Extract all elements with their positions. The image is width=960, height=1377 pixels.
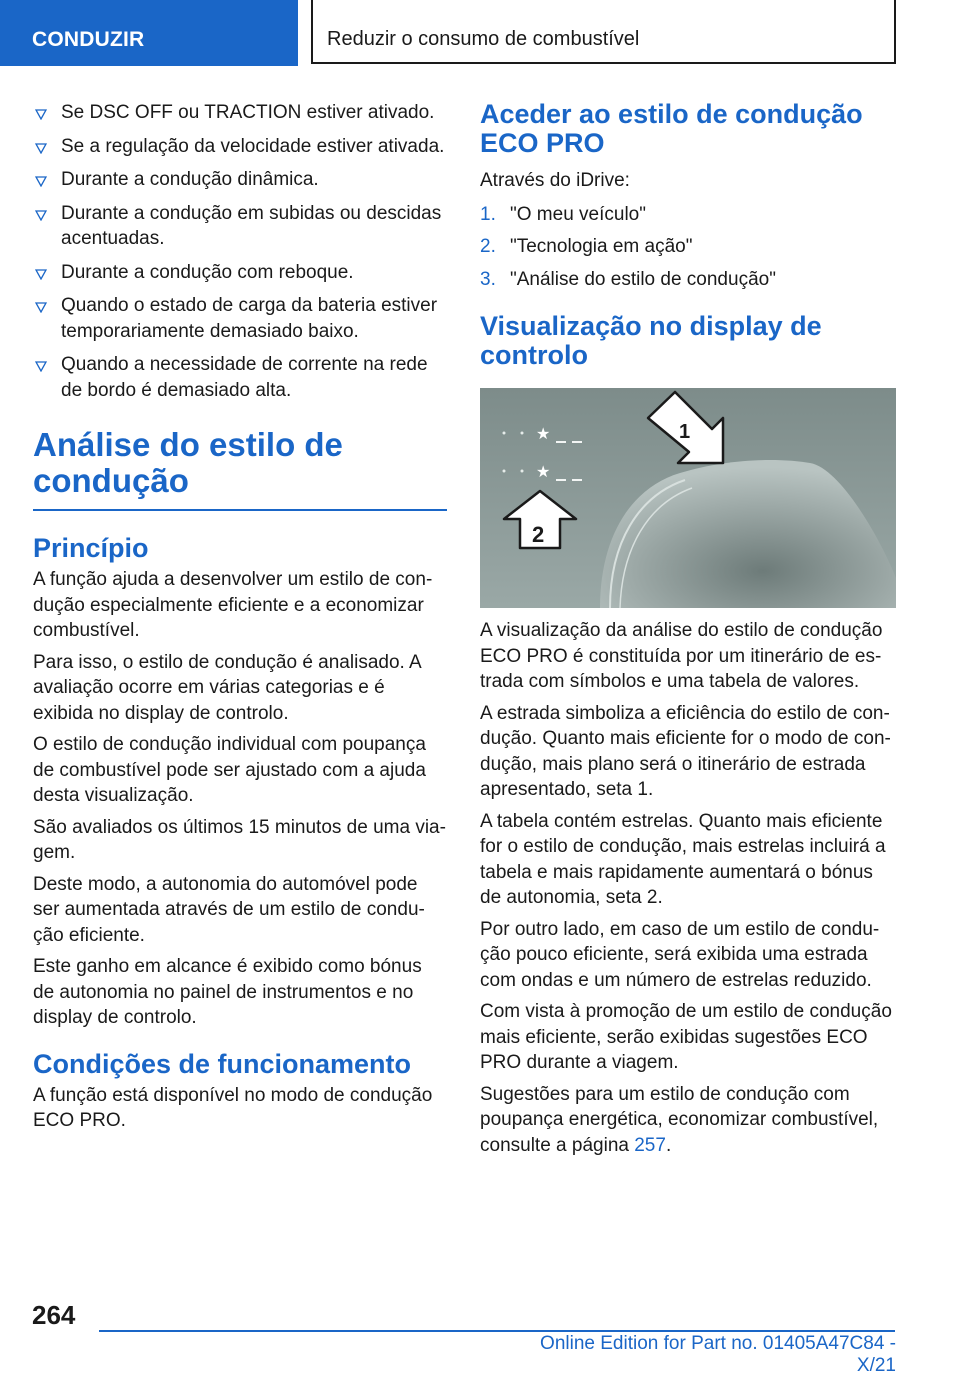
list-item-text: Durante a condução em subidas ou descidas acentuadas. xyxy=(61,202,442,249)
aceder-heading: Aceder ao estilo de condução ECO PRO xyxy=(480,99,863,158)
step-number: 2. xyxy=(480,236,496,257)
step-text: "O meu veículo" xyxy=(510,203,646,225)
paragraph: São avaliados os últimos 15 minutos de uma viagem. xyxy=(33,816,446,863)
paragraph: Este ganho em alcance é exibido como bónus de autonomia no painel de instrumentos e no display de controlo. xyxy=(33,956,422,1028)
eco-pro-display-figure xyxy=(480,388,896,608)
list-item xyxy=(33,352,447,403)
visualizacao-heading: Visualização no display de controlo xyxy=(480,311,822,370)
star-icon: ★ xyxy=(536,462,551,481)
section-tab: CONDUZIR xyxy=(0,0,298,66)
list-item-text: Quando o estado de carga da bateria estiver temporariamente demasiado baixo. xyxy=(61,295,438,342)
steps-list xyxy=(480,202,896,293)
paragraph: Por outro lado, em caso de um estilo de condução pouco eficiente, será exibida uma estrada com ondas e um número de estrelas reduzido. xyxy=(480,918,880,991)
chapter-title: Reduzir o consumo de combustível xyxy=(311,0,896,64)
step-text: "Tecnologia em ação" xyxy=(510,236,693,257)
step-item xyxy=(480,234,896,260)
step-item xyxy=(480,202,896,228)
condicoes-heading: Condições de funcionamento xyxy=(33,1048,412,1079)
list-item xyxy=(33,100,447,126)
step-number: 1. xyxy=(480,203,496,225)
paragraph: Com vista à promoção de um estilo de condução mais eficiente, serão exibidas sugestões ECO PRO durante a viagem. xyxy=(480,1001,892,1073)
page-header xyxy=(0,0,960,66)
condition-list xyxy=(33,100,447,403)
paragraph: A estrada simboliza a eficiência do estilo de condução. Quanto mais eficiente for o modo de condução, mais plano será o itinerário de estrada apresentado, seta 1. xyxy=(480,702,891,800)
list-item xyxy=(33,201,447,252)
aceder-intro: Através do iDrive: xyxy=(480,170,630,191)
paragraph: A visualização da análise do estilo de condução ECO PRO é constituída por um itinerário de estrada com símbolos e uma tabela de valores. xyxy=(480,620,883,692)
paragraph: Deste modo, a autonomia do automóvel pode ser aumentada através de um estilo de condução eficiente. xyxy=(33,873,425,946)
paragraph: A função ajuda a desenvolver um estilo de condução especialmente eficiente e a economizar combustível. xyxy=(33,569,433,641)
triangle-bullet-icon xyxy=(35,361,47,372)
triangle-bullet-icon xyxy=(35,109,47,120)
right-column xyxy=(480,100,896,1164)
arrow-1-label: 1 xyxy=(679,421,691,443)
list-item xyxy=(33,293,447,344)
step-text: "Análise do estilo de condução" xyxy=(510,268,776,290)
page-reference-link[interactable]: 257 xyxy=(634,1134,666,1156)
triangle-bullet-icon xyxy=(35,143,47,154)
list-item xyxy=(33,260,447,286)
paragraph-end: . xyxy=(665,1134,672,1156)
section-divider xyxy=(33,509,447,511)
list-item xyxy=(33,134,447,160)
paragraph: A função está disponível no modo de condução ECO PRO. xyxy=(33,1084,433,1131)
list-item-text: Durante a condução dinâmica. xyxy=(61,169,319,190)
left-column xyxy=(33,100,447,1140)
step-item xyxy=(480,267,896,293)
edition-footer: Online Edition for Part no. 01405A47C84 - X/21 xyxy=(540,1333,896,1376)
list-item-text: Se a regulação da velocidade estiver ativada. xyxy=(61,135,445,157)
paragraph-with-link xyxy=(480,1082,896,1159)
paragraph: O estilo de condução individual com poupança de combustível pode ser ajustado com a ajuda desta visualização. xyxy=(33,734,426,806)
page-number: 264 xyxy=(32,1300,76,1330)
footer-divider xyxy=(99,1330,895,1332)
list-item-text: Quando a necessidade de corrente na rede de bordo é demasiado alta. xyxy=(61,354,428,401)
arrow-2-label: 2 xyxy=(532,522,545,547)
step-number: 3. xyxy=(480,268,496,290)
triangle-bullet-icon xyxy=(35,302,47,313)
list-item-text: Se DSC OFF ou TRACTION estiver ativado. xyxy=(61,102,435,123)
paragraph: Para isso, o estilo de condução é analisado. A avaliação ocorre em várias categorias e é exibida no display de controlo. xyxy=(33,651,421,724)
principio-heading: Princípio xyxy=(33,533,149,563)
list-item-text: Durante a condução com reboque. xyxy=(61,261,354,283)
star-icon: ★ xyxy=(536,424,551,443)
section-heading: Análise do estilo de condução xyxy=(33,426,343,499)
triangle-bullet-icon xyxy=(35,210,47,221)
list-item xyxy=(33,167,447,193)
paragraph: A tabela contém estrelas. Quanto mais eficiente for o estilo de condução, mais estrelas incluirá a tabela e mais rapidamente aumentará o bónus de autonomia, seta 2. xyxy=(480,810,886,908)
triangle-bullet-icon xyxy=(35,176,47,187)
triangle-bullet-icon xyxy=(35,269,47,280)
paragraph-text: Sugestões para um estilo de condução com poupança energética, economizar combustível, consulte a página xyxy=(480,1083,879,1156)
